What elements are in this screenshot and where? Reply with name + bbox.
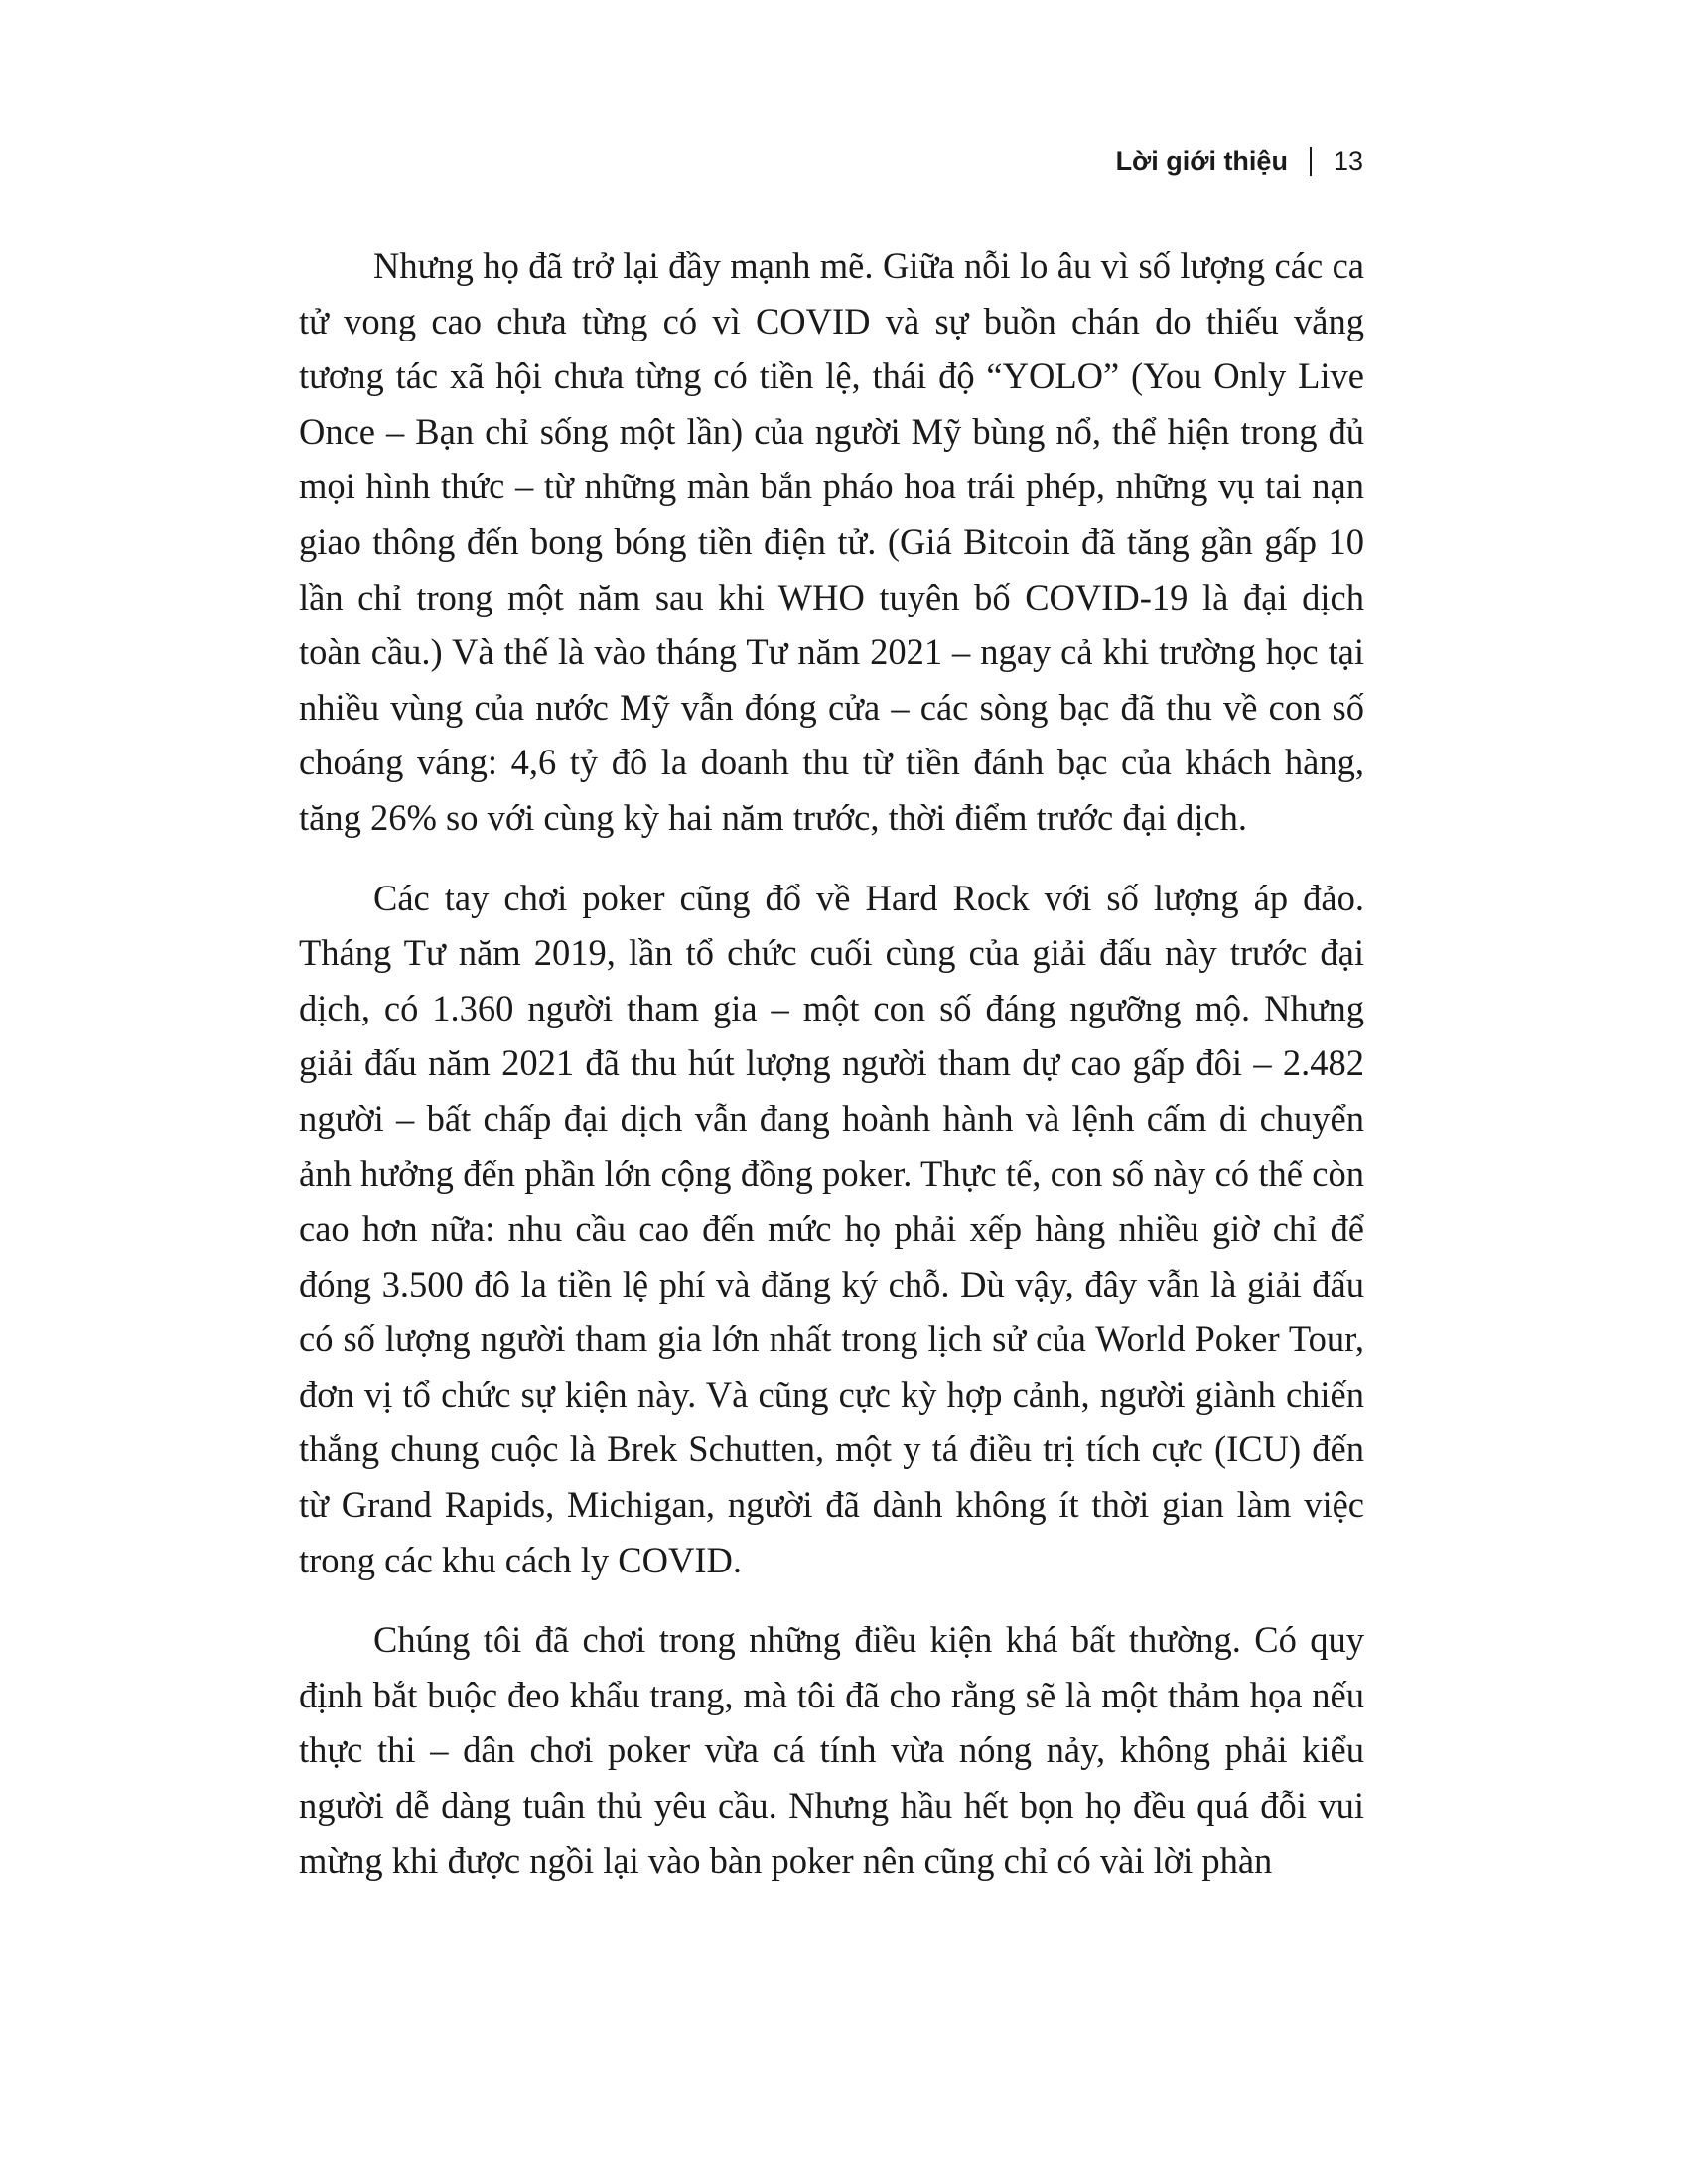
paragraph: Chúng tôi đã chơi trong những điều kiện khá bất thường. Có quy định bắt buộc đeo khẩu trang, mà tôi đã cho rằng sẽ là một thảm họa nếu thực thi – dân chơi poker vừa cá tính vừa nóng nảy, không phải kiểu người dễ dàng tuân thủ yêu cầu. Nhưng hầu hết bọn họ đều quá đỗi vui mừng khi được ngồi lại vào bàn poker nên cũng chỉ có vài lời phàn <box>299 1619 1364 1881</box>
paragraph: Các tay chơi poker cũng đổ về Hard Rock với số lượng áp đảo. Tháng Tư năm 2019, lần tổ chức cuối cùng của giải đấu này trước đại dịch, có 1.360 người tham gia – một con số đáng ngưỡng mộ. Nhưng giải đấu năm 2021 đã thu hút lượng người tham dự cao gấp đôi – 2.482 người – bất chấp đại dịch vẫn đang hoành hành và lệnh cấm di chuyển ảnh hưởng đến phần lớn cộng đồng poker. Thực tế, con số này có thể còn cao hơn nữa: nhu cầu cao đến mức họ phải xếp hàng nhiều giờ chỉ để đóng 3.500 đô la tiền lệ phí và đăng ký chỗ. Dù vậy, đây vẫn là giải đấu có số lượng người tham gia lớn nhất trong lịch sử của World Poker Tour, đơn vị tổ chức sự kiện này. Và cũng cực kỳ hợp cảnh, người giành chiến thắng chung cuộc là Brek Schutten, một y tá điều trị tích cực (ICU) đến từ Grand Rapids, Michigan, người đã dành không ít thời gian làm việc trong các khu cách ly COVID. <box>299 877 1364 1580</box>
body-text <box>299 238 1364 1913</box>
header-divider <box>1310 147 1312 176</box>
paragraph: Nhưng họ đã trở lại đầy mạnh mẽ. Giữa nỗi lo âu vì số lượng các ca tử vong cao chưa từng có vì COVID và sự buồn chán do thiếu vắng tương tác xã hội chưa từng có tiền lệ, thái độ “YOLO” (You Only Live Once – Bạn chỉ sống một lần) của người Mỹ bùng nổ, thể hiện trong đủ mọi hình thức – từ những màn bắn pháo hoa trái phép, những vụ tai nạn giao thông đến bong bóng tiền điện tử. (Giá Bitcoin đã tăng gần gấp 10 lần chỉ trong một năm sau khi WHO tuyên bố COVID-19 là đại dịch toàn cầu.) Và thế là vào tháng Tư năm 2021 – ngay cả khi trường học tại nhiều vùng của nước Mỹ vẫn đóng cửa – các sòng bạc đã thu về con số choáng váng: 4,6 tỷ đô la doanh thu từ tiền đánh bạc của khách hàng, tăng 26% so với cùng kỳ hai năm trước, thời điểm trước đại dịch. <box>299 245 1364 838</box>
running-header <box>1116 141 1363 181</box>
section-title: Lời giới thiệu <box>1115 146 1288 176</box>
page-number: 13 <box>1333 146 1363 176</box>
